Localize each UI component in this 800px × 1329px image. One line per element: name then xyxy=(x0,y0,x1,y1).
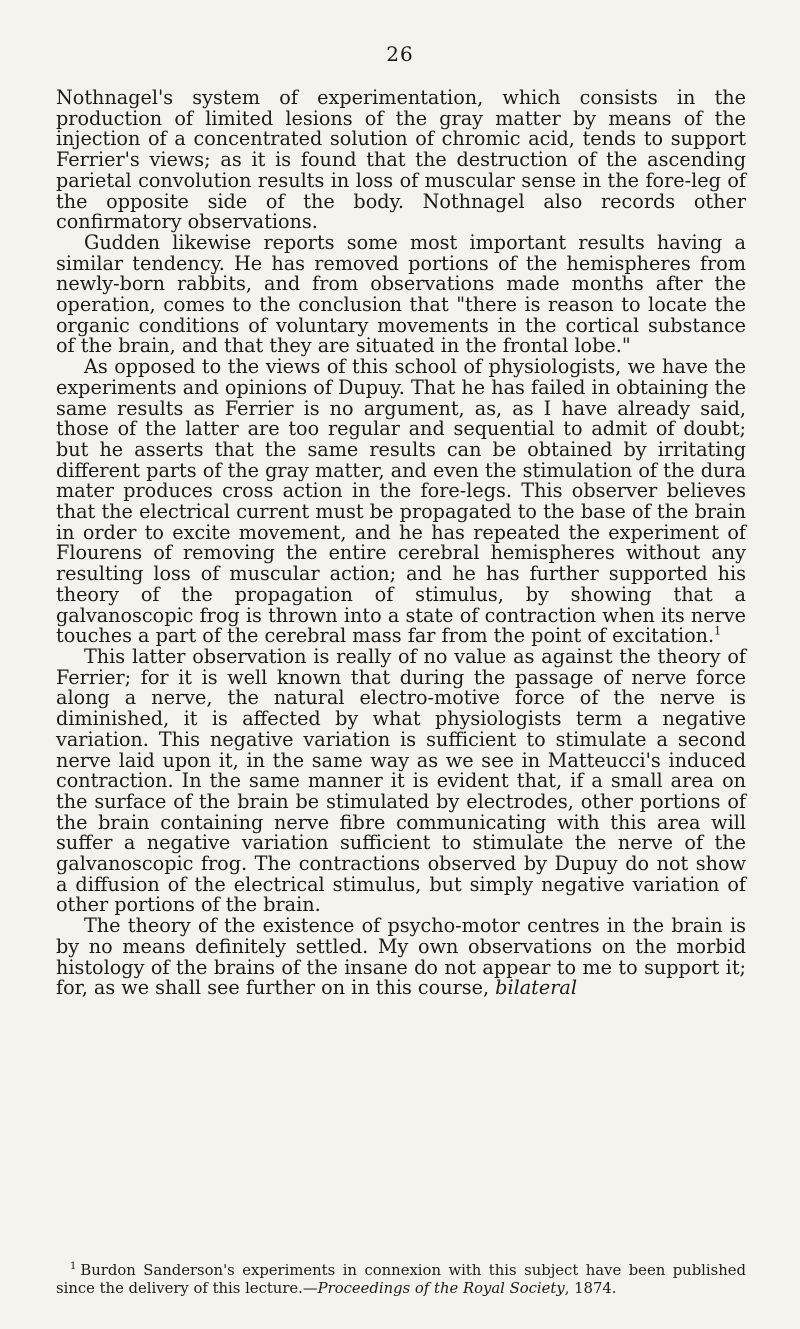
page-number: 26 xyxy=(386,42,414,66)
footnote-source: Proceedings of the Royal Society xyxy=(317,1279,565,1297)
paragraph-3-text: As opposed to the views of this school of physiologists, we have the experiments and opinions of Dupuy. That he has failed in obtaining the same results as Ferrier is no argument, as, as I have already said, those of the latter are too regular and sequential to admit of doubt; but he asserts that the same results can be obtained by irritating different parts of the gray matter, and even the stimulation of the dura mater produces cross action in the fore-legs. This observer believes that the electrical current must be propagated to the base of the brain in order to excite movement, and he has repeated the experiment of Flourens of removing the entire cerebral hemispheres without any resulting loss of muscular action; and he has further supported his theory of the propagation of stimulus, by showing that a galvanoscopic frog is thrown into a state of contraction when its nerve touches a part of the cerebral mass far from the point of excitation. xyxy=(56,355,746,648)
paragraph-4: This latter observation is really of no value as against the theory of Ferrier; for it is well known that during the passage of nerve force along a nerve, the natural electro-motive force of the nerve is diminished, it is affected by what physiologists term a negative variation. This negative variation is sufficient to stimulate a second nerve laid upon it, in the same way as we see in Matteucci's induced contraction. In the same manner it is evident that, if a small area on the surface of the brain be stimulated by electrodes, other portions of the brain containing nerve fibre communicating with this area will suffer a negative variation sufficient to stimulate the nerve of the galvanoscopic frog. The contractions observed by Dupuy do not show a diffusion of the electrical stimulus, but simply negative variation of other portions of the brain. xyxy=(56,644,746,917)
footnote-text: Burdon Sanderson's experiments in connexion with this subject have been published since the delivery of this lecture.— xyxy=(56,1262,746,1297)
paragraph-5 xyxy=(56,916,746,999)
paragraph-3 xyxy=(56,357,746,647)
paragraph-1: Nothnagel's system of experimentation, which consists in the production of limited lesions of the gray matter by means of the injection of a concentrated solution of chromic acid, tends to support Ferrier's views; as it is found that the destruction of the ascending parietal convolution results in loss of muscular sense in the fore-leg of the opposite side of the body. Nothnagel also records other confirmatory observations. xyxy=(56,86,746,234)
body-text xyxy=(56,88,746,999)
italic-word-bilateral: bilateral xyxy=(495,976,577,1000)
footnote-marker: 1 xyxy=(70,1261,77,1273)
footnote-year: , 1874. xyxy=(564,1279,617,1297)
footnote xyxy=(56,1262,746,1297)
paragraph-2: Gudden likewise reports some most important results having a similar tendency. He has removed portions of the hemispheres from newly-born rabbits, and from observations made months after the operation, comes to the conclusion that "there is reason to locate the organic conditions of voluntary movements in the cortical substance of the brain, and that they are situated in the frontal lobe." xyxy=(56,230,746,358)
footnote-reference[interactable]: 1 xyxy=(714,624,722,638)
paragraph-5-text: The theory of the existence of psycho-motor centres in the brain is by no means definitely settled. My own observations on the morbid histology of the brains of the insane do not appear to me to support it; for, as we shall see further on in this course, xyxy=(56,914,746,1000)
